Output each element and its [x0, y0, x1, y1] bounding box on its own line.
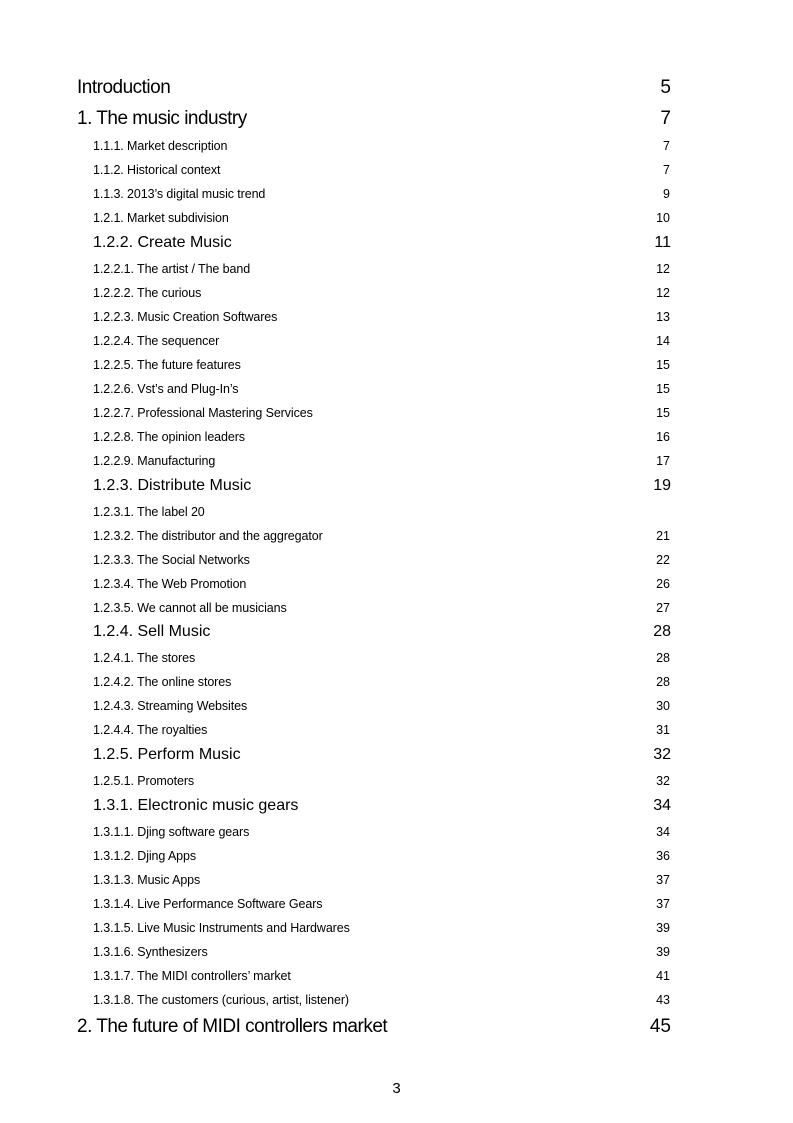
toc-entry-title: 1.2.3.4. The Web Promotion — [93, 577, 247, 591]
toc-entry-page: 36 — [656, 849, 670, 863]
toc-entry-page: 39 — [656, 945, 670, 959]
toc-entry-page: 7 — [660, 108, 671, 129]
toc-entry-page: 15 — [656, 382, 670, 396]
toc-entry-title: 1.2.2.3. Music Creation Softwares — [93, 310, 278, 324]
toc-entry-page: 10 — [656, 211, 670, 225]
toc-entry-title: 1.2.5. Perform Music — [93, 746, 241, 763]
toc-entry[interactable] — [0, 453, 793, 473]
toc-entry[interactable] — [0, 429, 793, 449]
toc-entry-title: 1.1.3. 2013’s digital music trend — [93, 187, 266, 201]
toc-entry-page: 9 — [663, 187, 670, 201]
toc-entry[interactable] — [0, 674, 793, 694]
toc-entry[interactable] — [0, 650, 793, 670]
toc-entry-title: 1.3.1.5. Live Music Instruments and Hardwares — [93, 921, 350, 935]
toc-entry-title: 1.2.2.6. Vst’s and Plug-In’s — [93, 382, 239, 396]
toc-entry-title: 1. The music industry — [77, 108, 247, 129]
toc-entry-title: 1.2.2.7. Professional Mastering Services — [93, 406, 313, 420]
toc-entry[interactable] — [0, 186, 793, 206]
toc-entry-chapter-2[interactable] — [0, 1016, 793, 1036]
toc-entry[interactable] — [0, 504, 793, 524]
toc-entry-title: 1.2.3. Distribute Music — [93, 477, 252, 494]
toc-entry-page: 28 — [656, 651, 670, 665]
toc-entry-introduction[interactable] — [0, 77, 793, 97]
toc-entry-title: 1.2.2.4. The sequencer — [93, 334, 220, 348]
toc-entry-page: 28 — [653, 623, 671, 640]
toc-entry-title: 1.2.3.1. The label 20 — [93, 505, 205, 519]
toc-entry-title: 1.3.1.7. The MIDI controllers’ market — [93, 969, 291, 983]
toc-entry-page: 37 — [656, 897, 670, 911]
toc-entry-title: 1.2.4.4. The royalties — [93, 723, 208, 737]
toc-entry-page: 26 — [656, 577, 670, 591]
toc-entry-page: 7 — [663, 139, 670, 153]
toc-entry-page: 27 — [656, 601, 670, 615]
toc-entry[interactable] — [0, 773, 793, 793]
toc-entry-page: 32 — [653, 746, 671, 763]
toc-entry-page: 34 — [656, 825, 670, 839]
toc-entry[interactable] — [0, 552, 793, 572]
toc-entry-page: 37 — [656, 873, 670, 887]
toc-entry-section[interactable] — [0, 796, 793, 816]
toc-entry-page: 16 — [656, 430, 670, 444]
toc-entry[interactable] — [0, 576, 793, 596]
toc-entry[interactable] — [0, 872, 793, 892]
toc-entry-title: 1.2.2.9. Manufacturing — [93, 454, 216, 468]
toc-entry-page: 19 — [653, 477, 671, 494]
toc-entry[interactable] — [0, 944, 793, 964]
toc-entry-page: 39 — [656, 921, 670, 935]
toc-entry-page: 13 — [656, 310, 670, 324]
toc-entry-page: 43 — [656, 993, 670, 1007]
toc-entry-title: 1.2.3.5. We cannot all be musicians — [93, 601, 287, 615]
toc-entry[interactable] — [0, 848, 793, 868]
toc-entry[interactable] — [0, 528, 793, 548]
toc-entry-page: 12 — [656, 262, 670, 276]
toc-entry-page: 21 — [656, 529, 670, 543]
toc-entry-page: 34 — [653, 797, 671, 814]
toc-entry-title: 1.2.2.5. The future features — [93, 358, 241, 372]
toc-entry-page: 7 — [663, 163, 670, 177]
toc-entry-title: 1.3.1.2. Djing Apps — [93, 849, 197, 863]
toc-entry-page: 32 — [656, 774, 670, 788]
toc-entry-page: 45 — [649, 1016, 671, 1037]
toc-entry-page: 41 — [656, 969, 670, 983]
toc-entry[interactable] — [0, 309, 793, 329]
toc-entry[interactable] — [0, 357, 793, 377]
toc-entry-title: 1.2.3.3. The Social Networks — [93, 553, 250, 567]
toc-entry[interactable] — [0, 698, 793, 718]
toc-entry-title: 1.2.3.2. The distributor and the aggregator — [93, 529, 323, 543]
toc-entry[interactable] — [0, 896, 793, 916]
toc-entry-section[interactable] — [0, 476, 793, 496]
toc-entry-page: 12 — [656, 286, 670, 300]
toc-entry[interactable] — [0, 162, 793, 182]
toc-entry[interactable] — [0, 138, 793, 158]
toc-entry-page: 22 — [656, 553, 670, 567]
toc-entry-title: 1.3.1.4. Live Performance Software Gears — [93, 897, 323, 911]
toc-entry[interactable] — [0, 381, 793, 401]
toc-entry[interactable] — [0, 992, 793, 1012]
toc-entry-title: 1.2.2. Create Music — [93, 234, 232, 251]
toc-entry-section[interactable] — [0, 233, 793, 253]
toc-entry-title: 1.2.1. Market subdivision — [93, 211, 229, 225]
toc-entry-title: 1.3.1.8. The customers (curious, artist, listener) — [93, 993, 349, 1007]
toc-entry[interactable] — [0, 261, 793, 281]
toc-entry[interactable] — [0, 600, 793, 620]
toc-entry-page: 17 — [656, 454, 670, 468]
toc-entry-section[interactable] — [0, 622, 793, 642]
toc-entry-title: 1.2.2.8. The opinion leaders — [93, 430, 245, 444]
toc-entry-chapter-1[interactable] — [0, 108, 793, 128]
toc-entry-title: 1.1.2. Historical context — [93, 163, 221, 177]
toc-entry-page: 31 — [656, 723, 670, 737]
toc-entry-title: 1.1.1. Market description — [93, 139, 228, 153]
toc-entry-page: 11 — [654, 234, 671, 251]
toc-entry-page: 15 — [656, 358, 670, 372]
toc-entry-title: 1.2.2.2. The curious — [93, 286, 202, 300]
toc-entry-title: 1.2.4.1. The stores — [93, 651, 196, 665]
toc-entry-title: 1.2.4.2. The online stores — [93, 675, 232, 689]
toc-entry[interactable] — [0, 920, 793, 940]
toc-entry[interactable] — [0, 968, 793, 988]
page-number: 3 — [392, 1080, 401, 1097]
toc-entry-page: 15 — [656, 406, 670, 420]
toc-entry-title: 1.2.5.1. Promoters — [93, 774, 195, 788]
toc-entry-title: 1.2.4.3. Streaming Websites — [93, 699, 248, 713]
toc-entry-title: 2. The future of MIDI controllers market — [77, 1016, 388, 1037]
toc-entry-title: 1.3.1.1. Djing software gears — [93, 825, 250, 839]
toc-entry-page: 28 — [656, 675, 670, 689]
toc-entry[interactable] — [0, 210, 793, 230]
toc-entry-page: 5 — [660, 77, 671, 98]
toc-entry-title: 1.3.1.3. Music Apps — [93, 873, 201, 887]
toc-entry-title: 1.2.4. Sell Music — [93, 623, 211, 640]
toc-entry-title: Introduction — [77, 77, 171, 98]
toc-entry[interactable] — [0, 285, 793, 305]
toc-entry-title: 1.3.1.6. Synthesizers — [93, 945, 208, 959]
toc-entry-title: 1.2.2.1. The artist / The band — [93, 262, 251, 276]
toc-entry-page: 30 — [656, 699, 670, 713]
toc-entry-title: 1.3.1. Electronic music gears — [93, 797, 299, 814]
toc-entry[interactable] — [0, 824, 793, 844]
toc-entry[interactable] — [0, 333, 793, 353]
toc-entry-page: 14 — [656, 334, 670, 348]
toc-entry-section[interactable] — [0, 745, 793, 765]
toc-entry[interactable] — [0, 722, 793, 742]
toc-entry[interactable] — [0, 405, 793, 425]
